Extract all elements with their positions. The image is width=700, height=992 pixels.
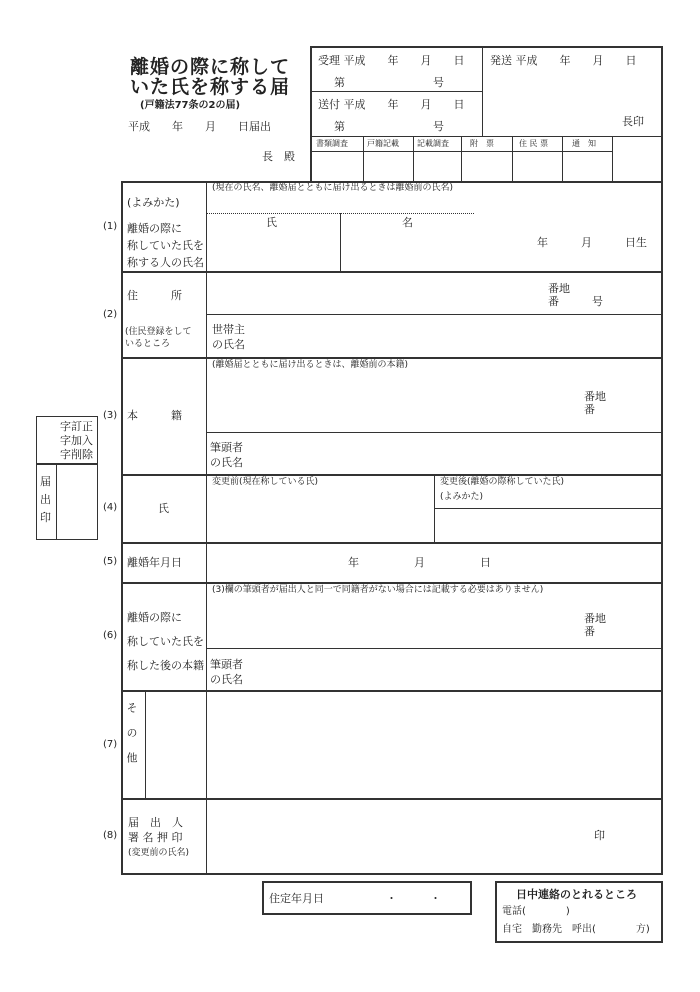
form-title-line1: 離婚の際に称して bbox=[130, 56, 291, 78]
filing-date-line[interactable]: 平成 年 月 日届出 bbox=[128, 120, 271, 133]
row-number: (8) bbox=[103, 830, 118, 841]
given-name-label: 名 bbox=[402, 216, 413, 229]
given-name-field[interactable] bbox=[342, 230, 492, 268]
s5-label: 離婚年月日 bbox=[127, 556, 182, 569]
household-head-field[interactable] bbox=[262, 318, 657, 354]
s4-label: 氏 bbox=[158, 502, 169, 515]
s3-note: (離婚届とともに届け出るときは、離婚前の本籍) bbox=[212, 360, 409, 370]
received-date: 受理 平成 年 月 日 bbox=[318, 54, 465, 67]
contact-title: 日中連絡のとれるところ bbox=[516, 888, 637, 901]
other-field[interactable] bbox=[148, 693, 660, 795]
s6-head-label: 筆頭者 の氏名 bbox=[210, 658, 243, 686]
s4-reading-label: (よみかた) bbox=[440, 492, 484, 502]
check-cell-label: 附 票 bbox=[470, 139, 494, 148]
surname-after-field[interactable] bbox=[436, 510, 660, 540]
s6-head-field[interactable] bbox=[262, 652, 657, 687]
surname-label: 氏 bbox=[266, 216, 277, 229]
phone-type-options[interactable]: 自宅 勤務先 呼出( 方) bbox=[502, 924, 650, 935]
check-cell-label: 記載調査 bbox=[417, 139, 449, 148]
check-cell-label: 住 民 票 bbox=[519, 139, 549, 148]
check-cell-label: 戸籍記載 bbox=[367, 139, 399, 148]
sent-date: 送付 平成 年 月 日 bbox=[318, 98, 465, 111]
phone-field[interactable]: 電話( ) bbox=[502, 906, 570, 917]
s6-note: (3)欄の筆頭者が届出人と同一で同籍者がない場合には記載する必要はありません) bbox=[212, 585, 544, 595]
s2-sublabel: (住民登録をして いるところ bbox=[125, 327, 192, 349]
row-number: (3) bbox=[103, 410, 118, 421]
row-number: (7) bbox=[103, 739, 118, 750]
s8-label: 届 出 人 署 名 押 印 bbox=[128, 816, 183, 844]
household-head-label: 世帯主 の氏名 bbox=[212, 323, 245, 351]
row-number: (5) bbox=[103, 556, 118, 567]
row-number: (4) bbox=[103, 502, 118, 513]
row-number: (1) bbox=[103, 221, 118, 232]
address-field[interactable] bbox=[208, 273, 538, 313]
new-domicile-field[interactable] bbox=[208, 600, 568, 646]
resident-date-dots: ・ ・ bbox=[386, 892, 441, 905]
s2-banchi: 番地 番 号 bbox=[548, 282, 603, 308]
birth-date[interactable]: 年 月 日生 bbox=[537, 236, 647, 249]
s8-sublabel: (変更前の氏名) bbox=[128, 848, 190, 858]
s3-head-field[interactable] bbox=[262, 436, 657, 471]
s2-label: 住 所 bbox=[127, 289, 182, 302]
s4-before-label: 変更前(現在称している氏) bbox=[212, 477, 319, 487]
received-number: 第 号 bbox=[334, 76, 444, 89]
head-stamp-label: 長印 bbox=[622, 115, 644, 128]
s3-head-label: 筆頭者 の氏名 bbox=[210, 441, 243, 469]
sent-number: 第 号 bbox=[334, 120, 444, 133]
surname-before-field[interactable] bbox=[208, 492, 430, 538]
signature-field[interactable] bbox=[208, 801, 588, 871]
form-subtitle: (戸籍法77条の2の届) bbox=[140, 100, 241, 111]
s7-label: その他 bbox=[125, 702, 138, 777]
seal-label: 届 出 印 bbox=[40, 475, 51, 524]
dispatch-date: 発送 平成 年 月 日 bbox=[490, 54, 637, 67]
correction-label: 字訂正 字加入 字削除 bbox=[60, 420, 93, 461]
seal-mark: 印 bbox=[594, 829, 605, 842]
divorce-date-field[interactable]: 年 月 日 bbox=[348, 556, 491, 569]
s6-label: 離婚の際に 称していた氏を 称した後の本籍 bbox=[127, 611, 204, 672]
s4-after-label: 変更後(離婚の際称していた氏) bbox=[440, 477, 565, 487]
resident-date-label: 住定年月日 bbox=[269, 892, 324, 905]
surname-field[interactable] bbox=[208, 230, 338, 268]
s1-note: (現在の氏名、離婚届とともに届け出るときは離婚前の氏名) bbox=[212, 183, 454, 193]
row-number: (6) bbox=[103, 630, 118, 641]
s3-banchi: 番地 番 bbox=[584, 390, 606, 416]
check-cell-label: 書類調査 bbox=[316, 139, 348, 148]
recipient-line: 長 殿 bbox=[262, 150, 295, 163]
s1-label: 離婚の際に 称していた氏を 称する人の氏名 bbox=[127, 222, 204, 269]
check-cell-label: 通 知 bbox=[572, 139, 596, 148]
s1-reading-label: (よみかた) bbox=[127, 196, 180, 209]
row-number: (2) bbox=[103, 309, 118, 320]
domicile-field[interactable] bbox=[208, 375, 568, 429]
form-title-line2: いた氏を称する届 bbox=[130, 76, 291, 98]
s3-label: 本 籍 bbox=[127, 409, 182, 422]
s6-banchi: 番地 番 bbox=[584, 612, 606, 638]
